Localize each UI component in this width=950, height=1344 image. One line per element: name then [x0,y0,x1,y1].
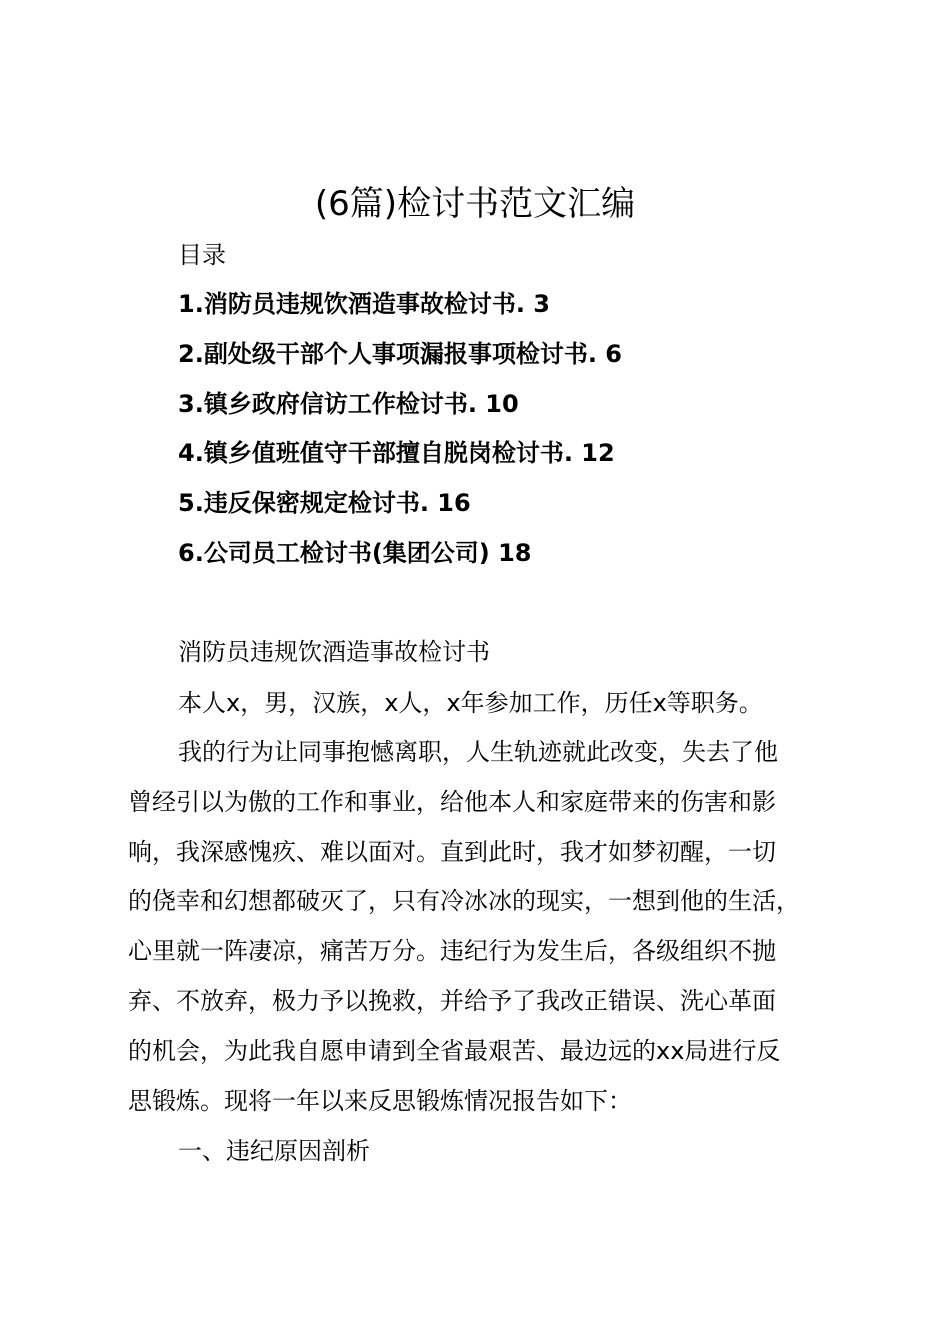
paragraph-line: 响，我深感愧疚、难以面对。直到此时，我才如梦初醒，一切 [128,837,776,866]
table-of-contents [178,286,622,585]
paragraph-line: 思锻炼。现将一年以来反思锻炼情况报告如下： [128,1086,632,1115]
intro-paragraph: 本人x，男，汉族，x人，x年参加工作，历任x等职务。 [178,689,763,717]
toc-item: 4.镇乡值班值守干部擅自脱岗检讨书. 12 [178,439,615,468]
subheading: 一、违纪原因剖析 [178,1137,370,1165]
section-title: 消防员违规饮酒造事故检讨书 [178,638,490,666]
toc-item: 5.违反保密规定检讨书. 16 [178,489,471,518]
paragraph-line: 的机会，为此我自愿申请到全省最艰苦、最边远的xx局进行反 [128,1036,781,1065]
paragraph-line: 的侥幸和幻想都破灭了，只有冷冰冰的现实，一想到他的生活， [128,887,800,916]
toc-item: 1.消防员违规饮酒造事故检讨书. 3 [178,290,550,318]
toc-heading: 目录 [178,241,226,269]
toc-item: 3.镇乡政府信访工作检讨书. 10 [178,389,519,418]
toc-item: 2.副处级干部个人事项漏报事项检讨书. 6 [178,339,622,368]
toc-item: 6.公司员工检讨书(集团公司) 18 [178,538,532,567]
body-paragraph [128,734,858,1132]
paragraph-line: 我的行为让同事抱憾离职，人生轨迹就此改变，失去了他 [178,738,778,766]
paragraph-line: 心里就一阵凄凉，痛苦万分。违纪行为发生后，各级组织不抛 [128,937,776,966]
paragraph-line: 弃、不放弃，极力予以挽救，并给予了我改正错误、洗心革面 [128,986,776,1015]
paragraph-line: 曾经引以为傲的工作和事业，给他本人和家庭带来的伤害和影 [128,787,776,816]
document-title: (6篇)检讨书范文汇编 [314,184,636,224]
